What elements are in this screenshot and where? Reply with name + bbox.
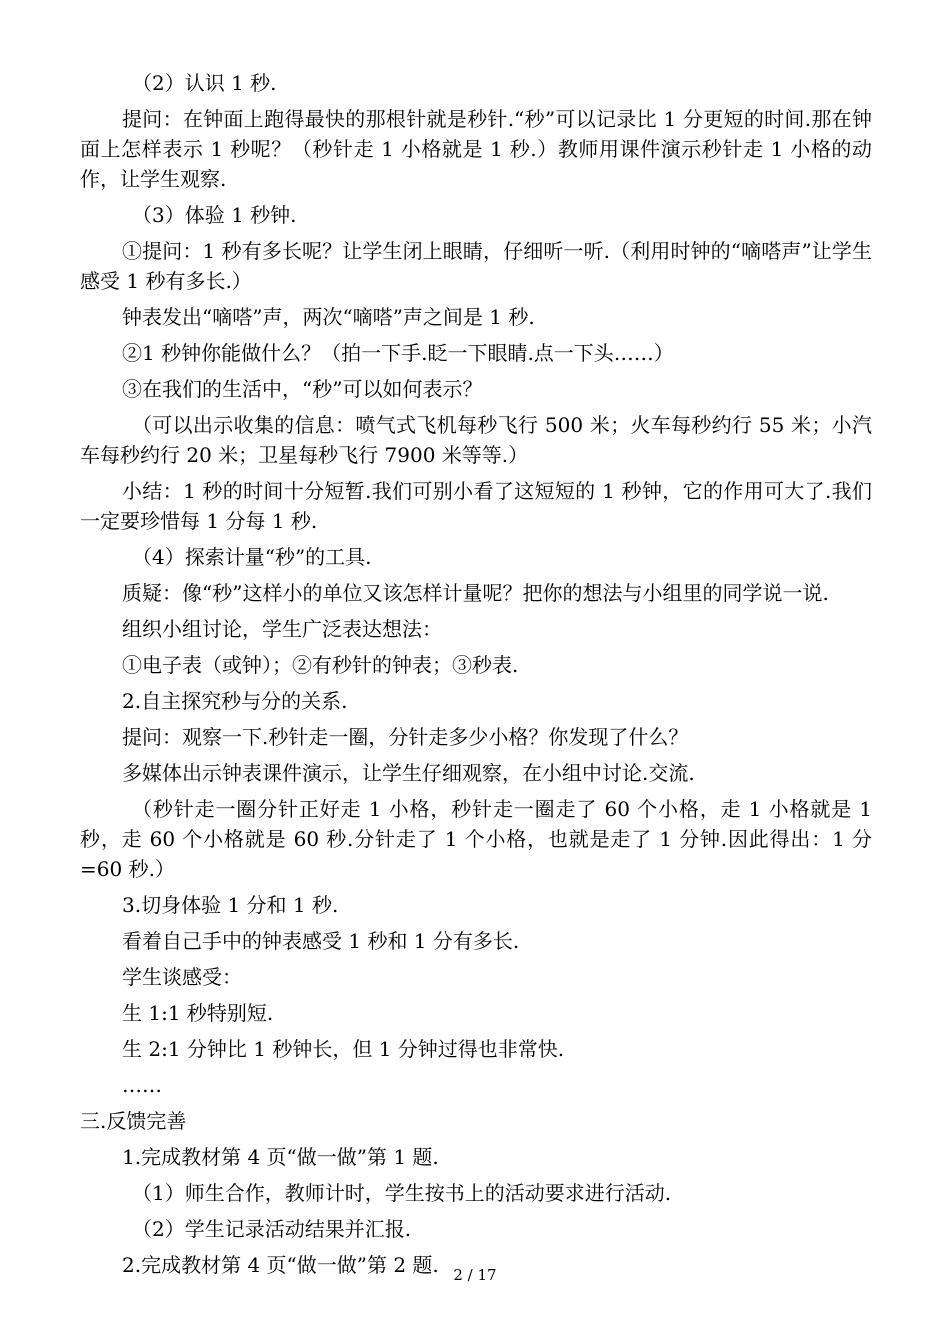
paragraph: 组织小组讨论，学生广泛表达想法： [122,617,442,641]
paragraph: （4）探索计量“秒”的工具. [132,545,372,569]
paragraph: 1.完成教材第 4 页“做一做”第 1 题. [122,1145,439,1169]
paragraph: （秒针走一圈分针正好走 1 小格，秒针走一圈走了 60 个小格，走 1 小格就是 1 秒，走 60 个小格就是 60 秒.分针走了 1 个小格，也就是走了 1 分钟.因此得出：1 分=60 秒.） [80,797,872,881]
paragraph: 看着自己手中的钟表感受 1 秒和 1 分有多长. [122,929,520,953]
paragraph: 生 2:1 分钟比 1 秒钟长，但 1 分钟过得也非常快. [122,1037,565,1061]
paragraph: ②1 秒钟你能做什么？（拍一下手.眨一下眼睛.点一下头……） [122,341,674,365]
paragraph: （2）认识 1 秒. [132,71,277,95]
paragraph: 小结：1 秒的时间十分短暂.我们可别小看了这短短的 1 秒钟，它的作用可大了.我们一定要珍惜每 1 分每 1 秒. [80,479,872,533]
page-number: 2 / 17 [453,1266,497,1284]
paragraph: 2.完成教材第 4 页“做一做”第 2 题. [122,1253,439,1277]
paragraph: 3.切身体验 1 分和 1 秒. [122,893,339,917]
paragraph: 钟表发出“嘀嗒”声，两次“嘀嗒”声之间是 1 秒. [122,305,535,329]
paragraph: 提问：观察一下.秒针走一圈，分针走多少小格？你发现了什么？ [122,725,689,749]
paragraph: 生 1:1 秒特别短. [122,1001,274,1025]
paragraph: （2）学生记录活动结果并汇报. [132,1217,412,1241]
paragraph: 多媒体出示钟表课件演示，让学生仔细观察，在小组中讨论.交流. [122,761,695,785]
paragraph: ①电子表（或钟）；②有秒针的钟表；③秒表. [122,653,519,677]
document-body [80,68,872,1286]
section-heading: 三.反馈完善 [80,1109,187,1133]
paragraph: 质疑：像“秒”这样小的单位又该怎样计量呢？把你的想法与小组里的同学说一说. [122,581,829,605]
paragraph: ①提问：1 秒有多长呢？让学生闭上眼睛，仔细听一听.（利用时钟的“嘀嗒声”让学生感受 1 秒有多长.） [80,239,872,293]
paragraph: （可以出示收集的信息：喷气式飞机每秒飞行 500 米；火车每秒约行 55 米；小汽车每秒约行 20 米；卫星每秒飞行 7900 米等等.） [80,413,872,467]
paragraph: 2.自主探究秒与分的关系. [122,689,348,713]
paragraph: ③在我们的生活中，“秒”可以如何表示？ [122,377,483,401]
paragraph: …… [122,1073,162,1097]
paragraph: （3）体验 1 秒钟. [132,203,297,227]
paragraph: （1）师生合作，教师计时，学生按书上的活动要求进行活动. [132,1181,672,1205]
paragraph: 学生谈感受： [122,965,242,989]
paragraph: 提问：在钟面上跑得最快的那根针就是秒针.“秒”可以记录比 1 分更短的时间.那在钟面上怎样表示 1 秒呢？（秒针走 1 小格就是 1 秒.）教师用课件演示秒针走 1 小格的动作，让学生观察. [80,107,872,191]
